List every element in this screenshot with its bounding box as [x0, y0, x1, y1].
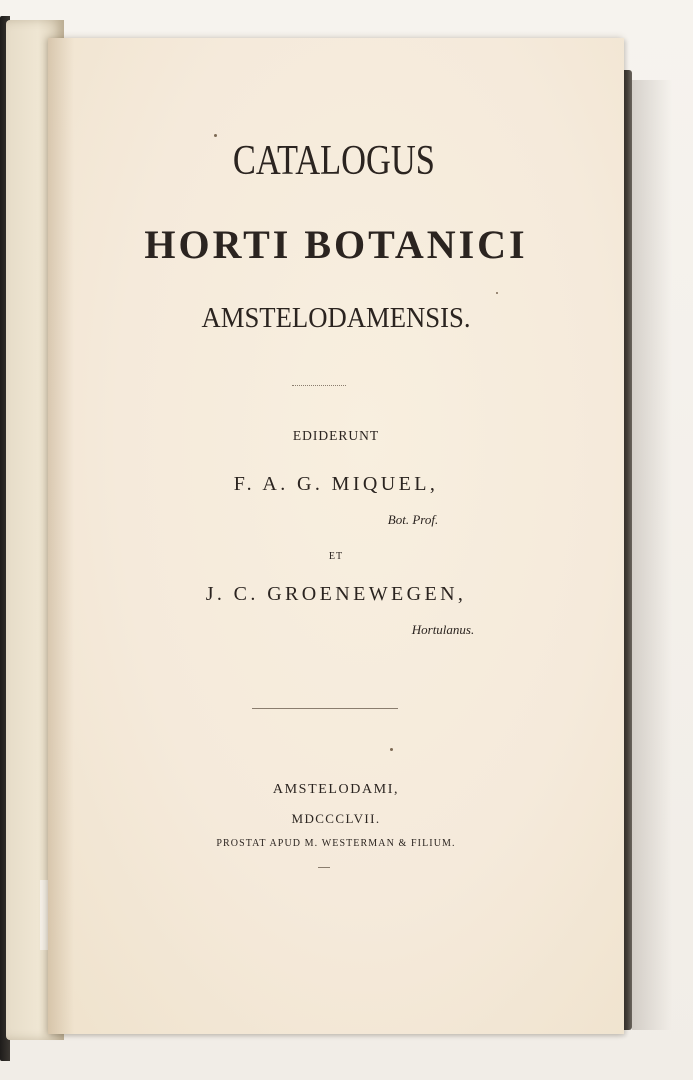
- title-page: [48, 38, 624, 1034]
- end-mark: [318, 867, 330, 868]
- imprint-year: MDCCCLVII.: [291, 811, 381, 826]
- book-shadow: [632, 80, 672, 1030]
- imprint-place: AMSTELODAMI,: [272, 782, 400, 797]
- ornamental-divider: [292, 385, 346, 386]
- title-line-amstelodamensis: AMSTELODAMENSIS.: [201, 302, 471, 334]
- ediderunt-label: EDIDERUNT: [292, 428, 380, 443]
- imprint-publisher: PROSTAT APUD M. WESTERMAN & FILIUM.: [216, 838, 456, 849]
- imprint-divider: [252, 708, 398, 709]
- foxing-spot: [214, 134, 217, 137]
- foxing-spot: [390, 748, 393, 751]
- author-miquel-role: Bot. Prof.: [387, 512, 439, 527]
- page-gutter-shadow: [48, 38, 74, 1034]
- title-line-catalogus: CATALOGUS: [232, 138, 435, 184]
- title-line-horti-botanici: HORTI BOTANICI: [144, 222, 528, 267]
- author-groenewegen: J. C. GROENEWEGEN,: [205, 583, 467, 605]
- conjunction-et: ET: [328, 551, 344, 562]
- author-miquel: F. A. G. MIQUEL,: [233, 473, 439, 495]
- foxing-spot: [496, 292, 498, 294]
- author-groenewegen-role: Hortulanus.: [411, 622, 475, 637]
